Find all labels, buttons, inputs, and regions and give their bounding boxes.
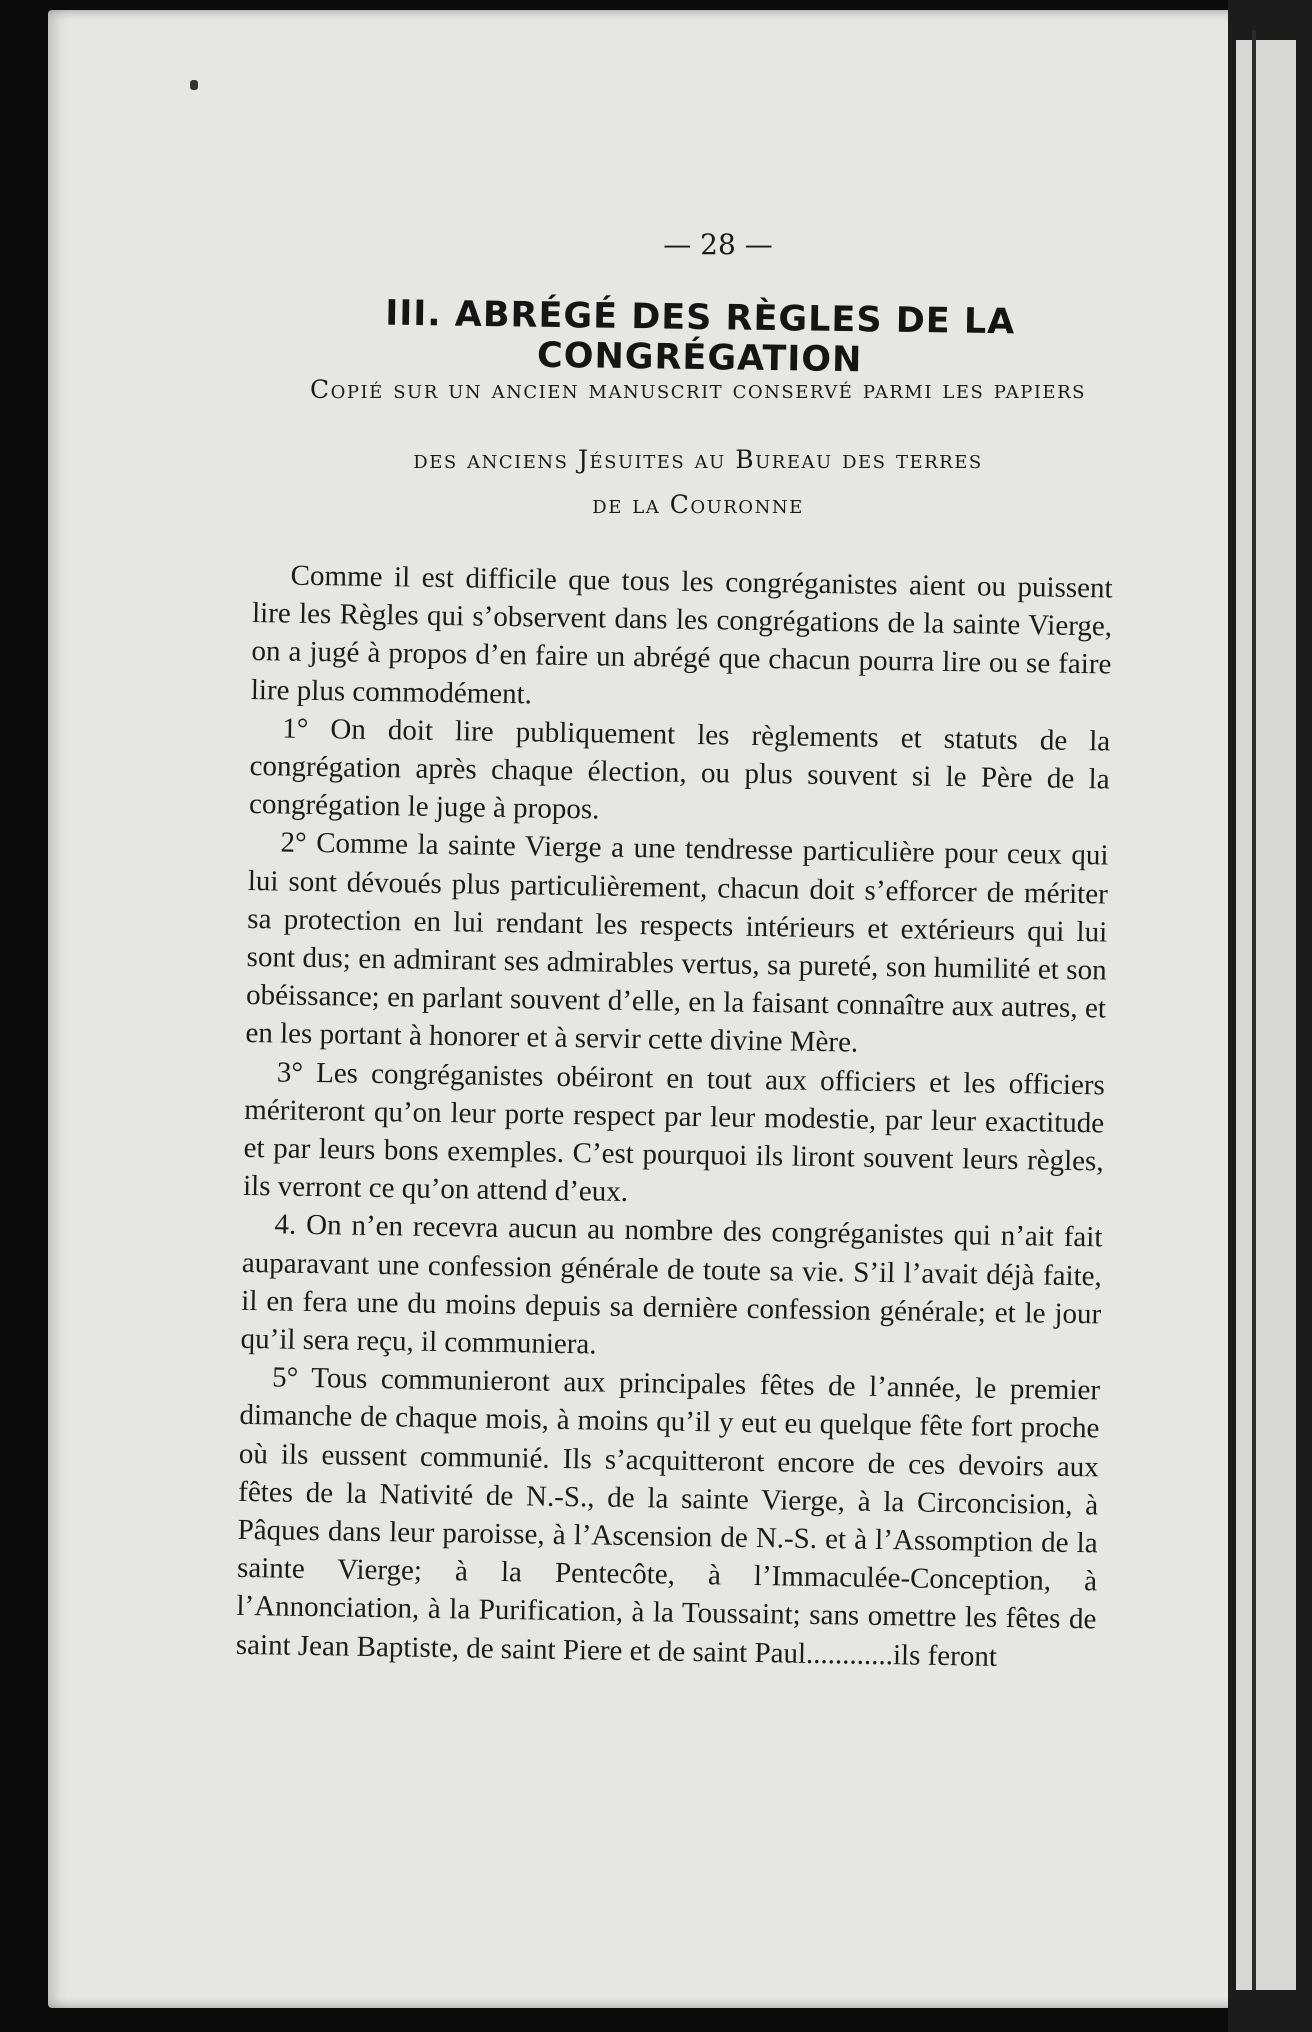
paragraph-rule-3: 3° Les congréganistes obéiront en tout aux officiers et les officiers mériteront qu’on leur porte respect par leur modestie, par leur exactitude et par leurs bons exemples. C’est pourquoi ils liront souvent leurs règles, ils verront ce qu’on attend d’eux. — [242, 1056, 1106, 1209]
section-heading: III. ABRÉGÉ DES RÈGLES DE LA CONGRÉGATION — [384, 293, 1016, 381]
ink-speck — [190, 80, 198, 90]
body-text — [236, 556, 1113, 1677]
paragraph-rule-1: 1° On doit lire publiquement les règlements et statuts de la congrégation après chaque élection, ou plus souvent si le Père de la congrégation le juge à propos. — [248, 712, 1111, 826]
subtitle-line-2: des anciens Jésuites au Bureau des terres — [413, 445, 983, 474]
subtitle-line-3: de la Couronne — [592, 490, 804, 519]
paragraph-rule-5: 5° Tous communieront aux principales fêtes de l’année, le premier dimanche de chaque mois, à moins qu’il y eut eu quelque fête fort proche où ils eussent communié. Ils s’acquitteront encore de ces devoirs aux fêtes de la Nativité de N.-S., de la sainte Vierge, à la Circoncision, à Pâques dans leur paroisse, à l’Ascension de N.-S. et à l’Assomption de la sainte Vierge; à la Pentecôte, à l’Immaculée-Conception, à l’Annonciation, à la Purification, à la Toussaint; sans omettre les fêtes de saint Jean Baptiste, de saint Piere et de saint Paul............ils feront — [235, 1361, 1101, 1673]
paragraph-rule-4: 4. On n’en recevra aucun au nombre des congréganistes qui n’ait fait auparavant une confession générale de toute sa vie. S’il l’avait déjà faite, il en fera une du moins depuis sa dernière confession générale; et le jour qu’il sera reçu, il communiera. — [240, 1208, 1103, 1361]
paragraph-intro: Comme il est difficile que tous les congréganistes aient ou puissent lire les Règles qui s’observent dans les congrégations de la sainte Vierge, on a jugé à propos d’en faire un abrégé que chacun pourra lire ou se faire lire plus commodément. — [250, 559, 1113, 711]
adjacent-page-edge — [1228, 0, 1312, 2032]
paragraph-rule-2: 2° Comme la sainte Vierge a une tendresse particulière pour ceux qui lui sont dévoués plus particulièrement, chacun doit s’efforcer de mériter sa protection en lui rendant les respects intérieurs et extérieurs qui lui sont dus; en admirant ses admirables vertus, sa pureté, son humilité et son obéissance; en parlant souvent d’elle, en la faisant connaître aux autres, et en les portant à honorer et à servir cette divine Mère. — [245, 826, 1109, 1060]
binding-shadow — [1252, 30, 1256, 1990]
page-number: — 28 — — [663, 228, 773, 261]
next-page-sliver — [1236, 40, 1296, 1990]
book-page — [48, 10, 1276, 2008]
subtitle-line-1: Copié sur un ancien manuscrit conservé parmi les papiers — [310, 375, 1086, 404]
